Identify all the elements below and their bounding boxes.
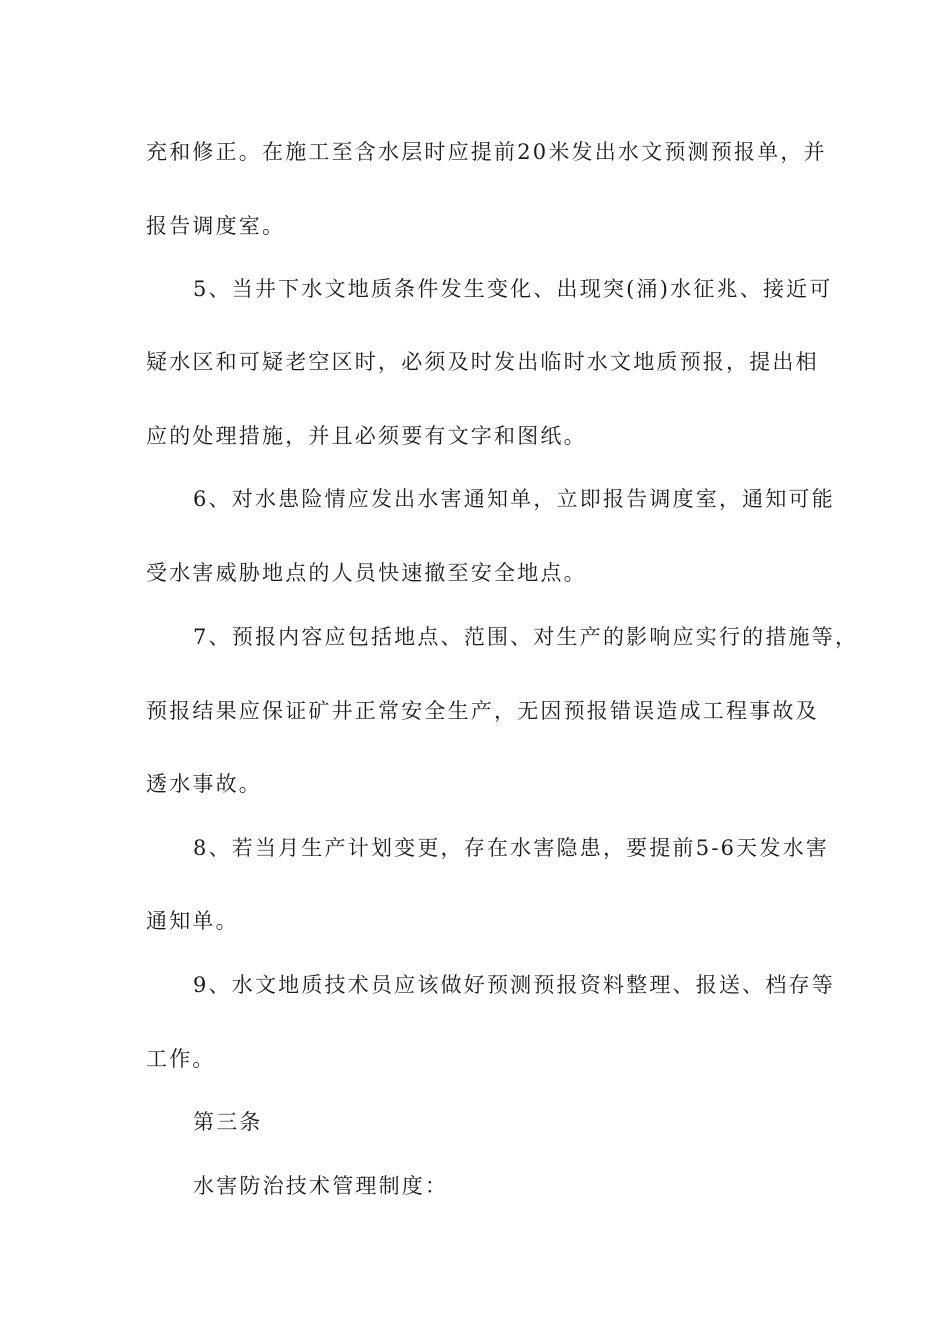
text-line: 应的处理措施，并且必须要有文字和图纸。 (146, 424, 587, 448)
section-heading: 水害防治技术管理制度： (193, 1174, 449, 1198)
article-heading: 第三条 (193, 1110, 263, 1134)
paragraph-7-start: 7、预报内容应包括地点、范围、对生产的影响应实行的措施等， (193, 625, 859, 649)
text-line: 报告调度室。 (146, 214, 286, 238)
text-line: 通知单。 (146, 909, 239, 933)
text-line: 工作。 (146, 1047, 216, 1071)
text-line: 预报结果应保证矿井正常安全生产，无因预报错误造成工程事故及 (146, 699, 819, 723)
paragraph-6-start: 6、对水患险情应发出水害通知单，立即报告调度室，通知可能 (193, 487, 835, 511)
paragraph-9-start: 9、水文地质技术员应该做好预测预报资料整理、报送、档存等 (193, 973, 835, 997)
text-line: 疑水区和可疑老空区时，必须及时发出临时水文地质预报，提出相 (146, 350, 819, 374)
text-line: 充和修正。在施工至含水层时应提前20米发出水文预测预报单，并 (146, 140, 827, 164)
paragraph-5-start: 5、当井下水文地质条件发生变化、出现突(涌)水征兆、接近可 (193, 277, 833, 301)
text-line: 受水害威胁地点的人员快速撤至安全地点。 (146, 561, 587, 585)
text-line: 透水事故。 (146, 772, 262, 796)
paragraph-8-start: 8、若当月生产计划变更，存在水害隐患，要提前5-6天发水害 (193, 836, 829, 860)
